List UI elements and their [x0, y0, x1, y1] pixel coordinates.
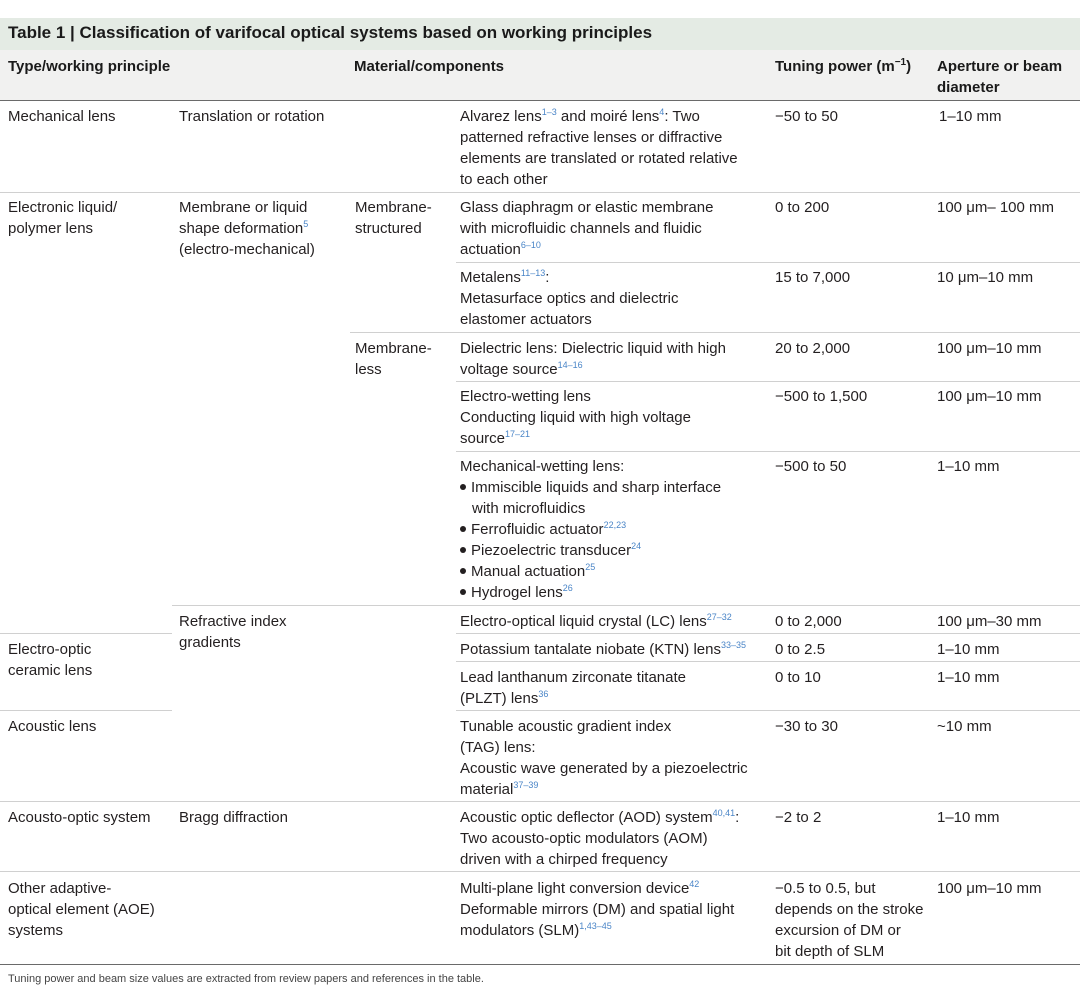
material-aod-line2: Two acousto-optic modulators (AOM)	[460, 830, 708, 847]
text-span: modulators (SLM)	[460, 922, 580, 939]
principle-refractive-index	[179, 611, 287, 653]
header-material: Material/components	[354, 58, 505, 75]
material-aoe-line2: Deformable mirrors (DM) and spatial light	[460, 901, 735, 918]
principle-membrane-line2	[179, 218, 315, 239]
material-aod-system	[460, 807, 739, 870]
type-electro-optic-line1: Electro-optic	[8, 641, 92, 658]
bullet-icon	[460, 526, 466, 532]
bullet-icon	[460, 484, 466, 490]
material-glass-line2: with microfluidic channels and fluidic	[460, 220, 702, 237]
text-span: Potassium tantalate niobate (KTN) lens	[460, 641, 721, 658]
header-rule	[0, 100, 1080, 101]
material-mechanical-wetting-lens	[460, 456, 721, 603]
ref-superscript: 26	[562, 583, 573, 593]
aperture-tag-lens: ~10 mm	[937, 718, 992, 735]
principle-refractive-line2: gradients	[179, 634, 241, 651]
material-alvarez-line3: elements are translated or rotated relative	[460, 150, 738, 167]
material-alvarez-line4: to each other	[460, 171, 548, 188]
principle-bragg: Bragg diffraction	[179, 809, 288, 826]
row-rule	[0, 801, 1080, 802]
table-label: Table 1 |	[8, 23, 75, 42]
bullet-icon	[460, 589, 466, 595]
material-alvarez	[460, 106, 738, 190]
text-span: Manual actuation	[471, 563, 586, 580]
text-span: source	[460, 430, 506, 447]
table-title-text: Classification of varifocal optical systems based on working principles	[79, 23, 653, 42]
bullet-icon	[460, 547, 466, 553]
ref-superscript: 24	[631, 541, 642, 551]
material-aoe-systems	[460, 878, 734, 941]
row-rule	[0, 192, 1080, 193]
material-metalens-line1	[460, 267, 678, 288]
row-rule	[0, 871, 1080, 872]
material-tag-line4	[460, 779, 748, 800]
material-plzt-line1: Lead lanthanum zirconate titanate	[460, 669, 686, 686]
tuning-electrowetting-lens: −500 to 1,500	[775, 388, 868, 405]
material-dielectric-line2	[460, 359, 726, 380]
aperture-dielectric-lens: 100 μm–10 mm	[937, 340, 1042, 357]
type-aoe-line1: Other adaptive-	[8, 880, 112, 897]
text-span: : Two	[664, 108, 700, 125]
tuning-aoe-systems	[775, 878, 923, 962]
principle-membrane	[179, 197, 315, 260]
text-span: Alvarez lens	[460, 108, 542, 125]
bottom-rule	[0, 964, 1080, 965]
aperture-mechanical-wetting-lens: 1–10 mm	[937, 458, 1000, 475]
bullet-continuation: with microfluidics	[472, 500, 586, 517]
header-aperture-line1: Aperture or beam	[937, 58, 1063, 75]
text-span: Multi-plane light conversion device	[460, 880, 690, 897]
tuning-aoe-line1: −0.5 to 0.5, but	[775, 880, 876, 897]
ref-superscript: 14–16	[557, 360, 583, 370]
subtype-membraneless-line2: less	[355, 361, 382, 378]
bullet-item	[460, 582, 721, 603]
subtype-structured-line1: Membrane-	[355, 199, 432, 216]
row-rule	[456, 451, 1080, 452]
subtype-membraneless	[355, 338, 432, 380]
subtype-membraneless-line1: Membrane-	[355, 340, 432, 357]
subtype-structured-line2: structured	[355, 220, 422, 237]
material-plzt-line2	[460, 688, 686, 709]
principle-translation: Translation or rotation	[179, 108, 325, 125]
header-tuning	[775, 56, 911, 77]
material-mechwetting-line1: Mechanical-wetting lens:	[460, 458, 625, 475]
material-glass-line3	[460, 239, 713, 260]
ref-superscript: 6–10	[520, 240, 541, 250]
bullet-item	[460, 561, 721, 582]
ref-superscript: 1–3	[541, 107, 557, 117]
type-electronic-line2: polymer lens	[8, 220, 94, 237]
material-ktn-lens	[460, 639, 746, 660]
aperture-metalens: 10 μm–10 mm	[937, 269, 1034, 286]
aperture-alvarez: 1–10 mm	[939, 108, 1002, 125]
row-rule	[350, 332, 1080, 333]
tuning-dielectric-lens: 20 to 2,000	[775, 340, 851, 357]
material-aoe-line1	[460, 878, 734, 899]
ref-superscript: 25	[585, 562, 596, 572]
type-aoe-systems	[8, 878, 155, 941]
row-rule	[0, 710, 172, 711]
material-alvarez-line2: patterned refractive lenses or diffractive	[460, 129, 723, 146]
material-tag-line2: (TAG) lens:	[460, 739, 536, 756]
ref-superscript: 33–35	[720, 640, 746, 650]
tuning-mechanical-wetting-lens: −500 to 50	[775, 458, 847, 475]
header-tuning-text: Tuning power (m	[775, 58, 895, 75]
material-glass-diaphragm	[460, 197, 713, 260]
aperture-aoe-systems: 100 μm–10 mm	[937, 880, 1042, 897]
material-metalens-line3: elastomer actuators	[460, 311, 592, 328]
tuning-lc-lens: 0 to 2,000	[775, 613, 842, 630]
material-tag-line1: Tunable acoustic gradient index	[460, 718, 672, 735]
material-aod-line3: driven with a chirped frequency	[460, 851, 668, 868]
ref-superscript: 42	[689, 879, 700, 889]
text-span: Electro-optical liquid crystal (LC) lens	[460, 613, 707, 630]
tuning-plzt-lens: 0 to 10	[775, 669, 821, 686]
ref-superscript: 40,41	[712, 808, 736, 818]
material-aoe-line3	[460, 920, 734, 941]
material-electrowetting-line1: Electro-wetting lens	[460, 388, 591, 405]
bullet-icon	[460, 568, 466, 574]
row-rule	[456, 710, 1080, 711]
row-rule	[456, 262, 1080, 263]
bullet-item	[460, 477, 721, 498]
text-span: and moiré lens	[556, 108, 660, 125]
tuning-aoe-line3: excursion of DM or	[775, 922, 901, 939]
ref-superscript: 11–13	[520, 268, 546, 278]
type-aoe-line3: systems	[8, 922, 64, 939]
table-title	[8, 23, 652, 43]
aperture-electrowetting-lens: 100 μm–10 mm	[937, 388, 1042, 405]
subtype-membrane-structured	[355, 197, 432, 239]
text-span: actuation	[460, 241, 521, 258]
aperture-glass-diaphragm: 100 μm– 100 mm	[937, 199, 1055, 216]
principle-membrane-line2-text: shape deformation	[179, 220, 304, 237]
text-span: Piezoelectric transducer	[471, 542, 632, 559]
header-tuning-exp: −1	[894, 57, 907, 68]
type-aoe-line2: optical element (AOE)	[8, 901, 155, 918]
material-aod-line1	[460, 807, 739, 828]
tuning-tag-lens: −30 to 30	[775, 718, 838, 735]
material-lc-lens	[460, 611, 732, 632]
row-rule	[456, 381, 1080, 382]
material-metalens-line2: Metasurface optics and dielectric	[460, 290, 679, 307]
ref-superscript: 4	[659, 107, 665, 117]
table-footnote: Tuning power and beam size values are extracted from review papers and references in the table.	[8, 973, 484, 985]
principle-membrane-line3: (electro-mechanical)	[179, 241, 315, 258]
row-rule	[0, 633, 172, 634]
text-span: voltage source	[460, 361, 558, 378]
type-acousto-optic-system: Acousto-optic system	[8, 809, 151, 826]
ref-superscript: 36	[538, 689, 549, 699]
aperture-ktn-lens: 1–10 mm	[937, 641, 1000, 658]
bullet-item	[460, 540, 721, 561]
header-aperture	[937, 56, 1062, 98]
tuning-metalens: 15 to 7,000	[775, 269, 851, 286]
text-span: Ferrofluidic actuator	[471, 521, 604, 538]
text-span: :	[735, 809, 740, 826]
bullet-item	[460, 519, 721, 540]
text-span: Hydrogel lens	[471, 584, 563, 601]
type-electro-optic-line2: ceramic lens	[8, 662, 93, 679]
tuning-aoe-line2: depends on the stroke	[775, 901, 924, 918]
header-type: Type/working principle	[8, 58, 171, 75]
material-dielectric-lens	[460, 338, 726, 380]
material-glass-line1: Glass diaphragm or elastic membrane	[460, 199, 714, 216]
text-span: Immiscible liquids and sharp interface	[471, 479, 722, 496]
tuning-glass-diaphragm: 0 to 200	[775, 199, 830, 216]
type-electronic-lens	[8, 197, 117, 239]
ref-5: 5	[303, 219, 309, 229]
aperture-lc-lens: 100 μm–30 mm	[937, 613, 1042, 630]
ref-superscript: 22,23	[603, 520, 627, 530]
text-span: material	[460, 781, 514, 798]
ref-superscript: 1,43–45	[579, 921, 612, 931]
material-tag-lens	[460, 716, 748, 800]
type-electronic-line1: Electronic liquid/	[8, 199, 118, 216]
row-rule	[456, 633, 1080, 634]
material-tag-line3: Acoustic wave generated by a piezoelectric	[460, 760, 748, 777]
material-plzt-lens	[460, 667, 686, 709]
type-acoustic-lens: Acoustic lens	[8, 718, 97, 735]
tuning-ktn-lens: 0 to 2.5	[775, 641, 826, 658]
text-span: Acoustic optic deflector (AOD) system	[460, 809, 713, 826]
material-metalens	[460, 267, 678, 330]
material-dielectric-line1: Dielectric lens: Dielectric liquid with high	[460, 340, 726, 357]
principle-membrane-line1: Membrane or liquid	[179, 199, 308, 216]
principle-refractive-line1: Refractive index	[179, 613, 287, 630]
text-span: :	[545, 269, 550, 286]
material-electrowetting-line3	[460, 428, 691, 449]
text-span: (PLZT) lens	[460, 690, 539, 707]
aperture-plzt-lens: 1–10 mm	[937, 669, 1000, 686]
row-rule	[172, 605, 1080, 606]
ref-superscript: 27–32	[706, 612, 732, 622]
header-aperture-line2: diameter	[937, 79, 1000, 96]
tuning-aoe-line4: bit depth of SLM	[775, 943, 885, 960]
row-rule	[456, 661, 1080, 662]
type-electro-optic-lens	[8, 639, 92, 681]
material-electrowetting-line2: Conducting liquid with high voltage	[460, 409, 691, 426]
ref-superscript: 17–21	[505, 429, 531, 439]
material-electrowetting-lens	[460, 386, 691, 449]
text-span: Metalens	[460, 269, 521, 286]
type-mechanical-lens: Mechanical lens	[8, 108, 116, 125]
header-tuning-close: )	[906, 58, 912, 75]
material-alvarez-line1	[460, 106, 738, 127]
tuning-aod-system: −2 to 2	[775, 809, 822, 826]
aperture-aod-system: 1–10 mm	[937, 809, 1000, 826]
ref-superscript: 37–39	[513, 780, 539, 790]
tuning-alvarez: −50 to 50	[775, 108, 838, 125]
